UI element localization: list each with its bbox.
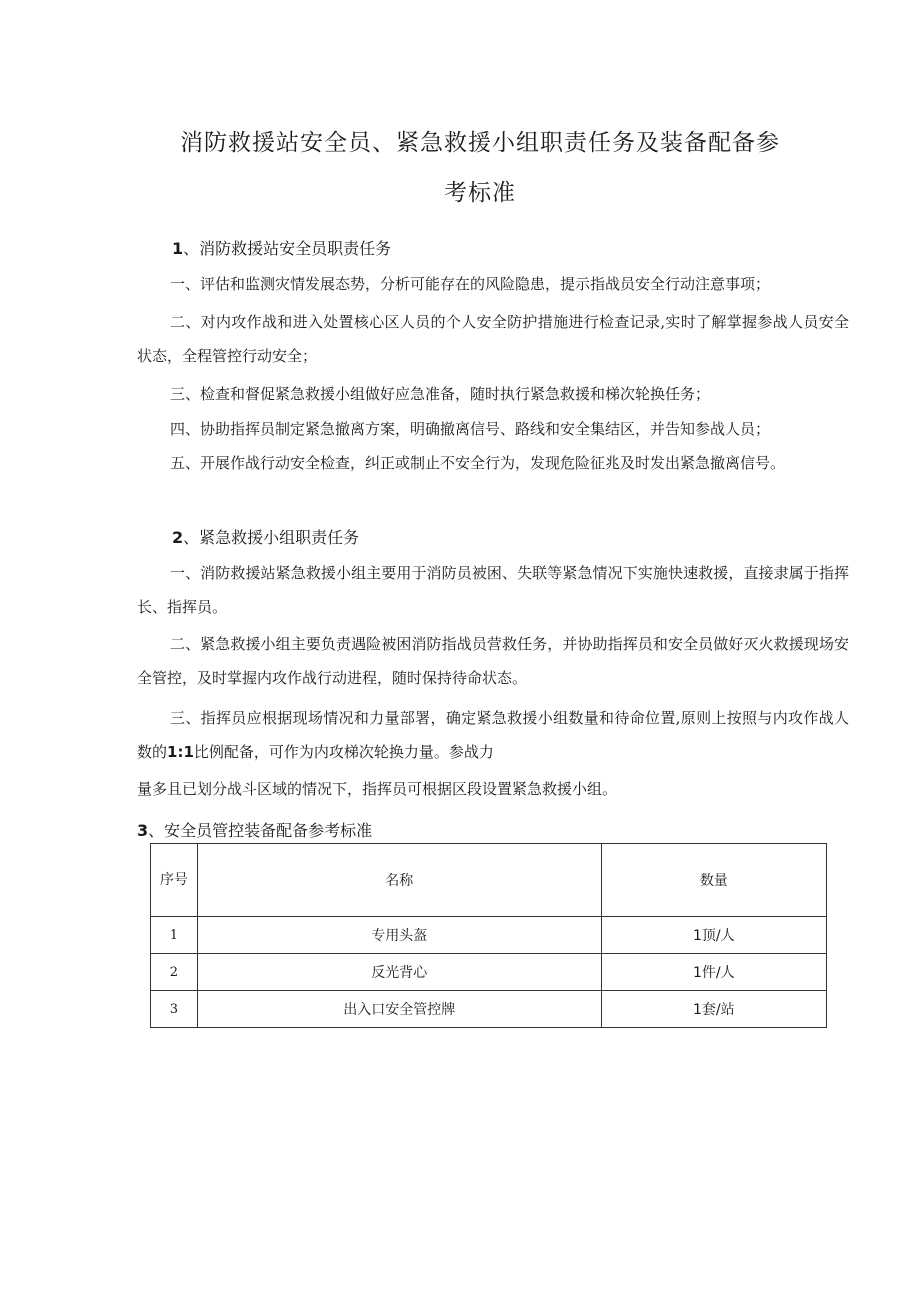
- section-1-item-1: 一、评估和监测灾情发展态势，分析可能存在的风险隐患，提示指战员安全行动注意事项；: [170, 275, 771, 293]
- row-name: 反光背心: [197, 954, 601, 991]
- row-index: 2: [151, 954, 198, 991]
- section-3-heading: [137, 818, 372, 841]
- table-row: [151, 954, 827, 991]
- section-3-number: 3: [137, 821, 149, 840]
- section-1-item-3: 三、检查和督促紧急救援小组做好应急准备，随时执行紧急救援和梯次轮换任务；: [170, 385, 711, 403]
- document-title-line-2: 考标准: [444, 180, 516, 206]
- row-index: 1: [151, 917, 198, 954]
- section-2-item-3-continued: 量多且已划分战斗区域的情况下，指挥员可根据区段设置紧急救援小组。: [137, 780, 618, 798]
- document-title-line-1: 消防救援站安全员、紧急救援小组职责任务及装备配备参: [180, 130, 780, 156]
- section-3-title: 、安全员管控装备配备参考标准: [148, 821, 373, 840]
- section-2-number: 2: [172, 528, 184, 547]
- section-1-item-5: 五、开展作战行动安全检查，纠正或制止不安全行为，发现危险征兆及时发出紧急撤离信号。: [170, 454, 786, 472]
- row-name: 专用头盔: [197, 917, 601, 954]
- row-index: 3: [151, 991, 198, 1028]
- equipment-table: [150, 843, 827, 1028]
- row-quantity: 1套/站: [601, 991, 826, 1028]
- section-2-heading: [172, 525, 359, 548]
- row-quantity: 1顶/人: [601, 917, 826, 954]
- header-quantity: 数量: [601, 844, 826, 917]
- section-1-item-4: 四、协助指挥员制定紧急撤离方案，明确撤离信号、路线和安全集结区，并告知参战人员；: [170, 420, 771, 438]
- section-1-item-2: 二、对内攻作战和进入处置核心区人员的个人安全防护措施进行检查记录,实时了解掌握参战人员安全状态，全程管控行动安全；: [137, 313, 849, 365]
- section-1-number: 1: [172, 239, 184, 258]
- section-2-item-1: 一、消防救援站紧急救援小组主要用于消防员被困、失联等紧急情况下实施快速救援，直接隶属于指挥长、指挥员。: [137, 564, 849, 616]
- row-name: 出入口安全管控牌: [197, 991, 601, 1028]
- section-2-item-2: 二、紧急救援小组主要负责遇险被困消防指战员营救任务，并协助指挥员和安全员做好灭火救援现场安全管控，及时掌握内攻作战行动进程，随时保持待命状态。: [137, 635, 849, 687]
- row-quantity: 1件/人: [601, 954, 826, 991]
- section-2-title: 、紧急救援小组职责任务: [183, 528, 360, 547]
- table-row: [151, 917, 827, 954]
- table-header-row: [151, 844, 827, 917]
- section-2-item-3-text-a: 三、指挥员应根据现场情况和力量部署，确定紧急救援小组数量和待命位置,原则上按照与内攻作战人数的: [137, 709, 849, 761]
- table-row: [151, 991, 827, 1028]
- header-name: 名称: [197, 844, 601, 917]
- header-index: 序号: [151, 844, 198, 917]
- section-2-item-3-text-b: 比例配备，可作为内攻梯次轮换力量。参战力: [193, 743, 494, 761]
- section-2-item-3: [137, 701, 849, 769]
- section-2-item-3-ratio: 1:1: [167, 743, 194, 761]
- section-1-title: 、消防救援站安全员职责任务: [183, 239, 392, 258]
- section-1-heading: [172, 236, 391, 259]
